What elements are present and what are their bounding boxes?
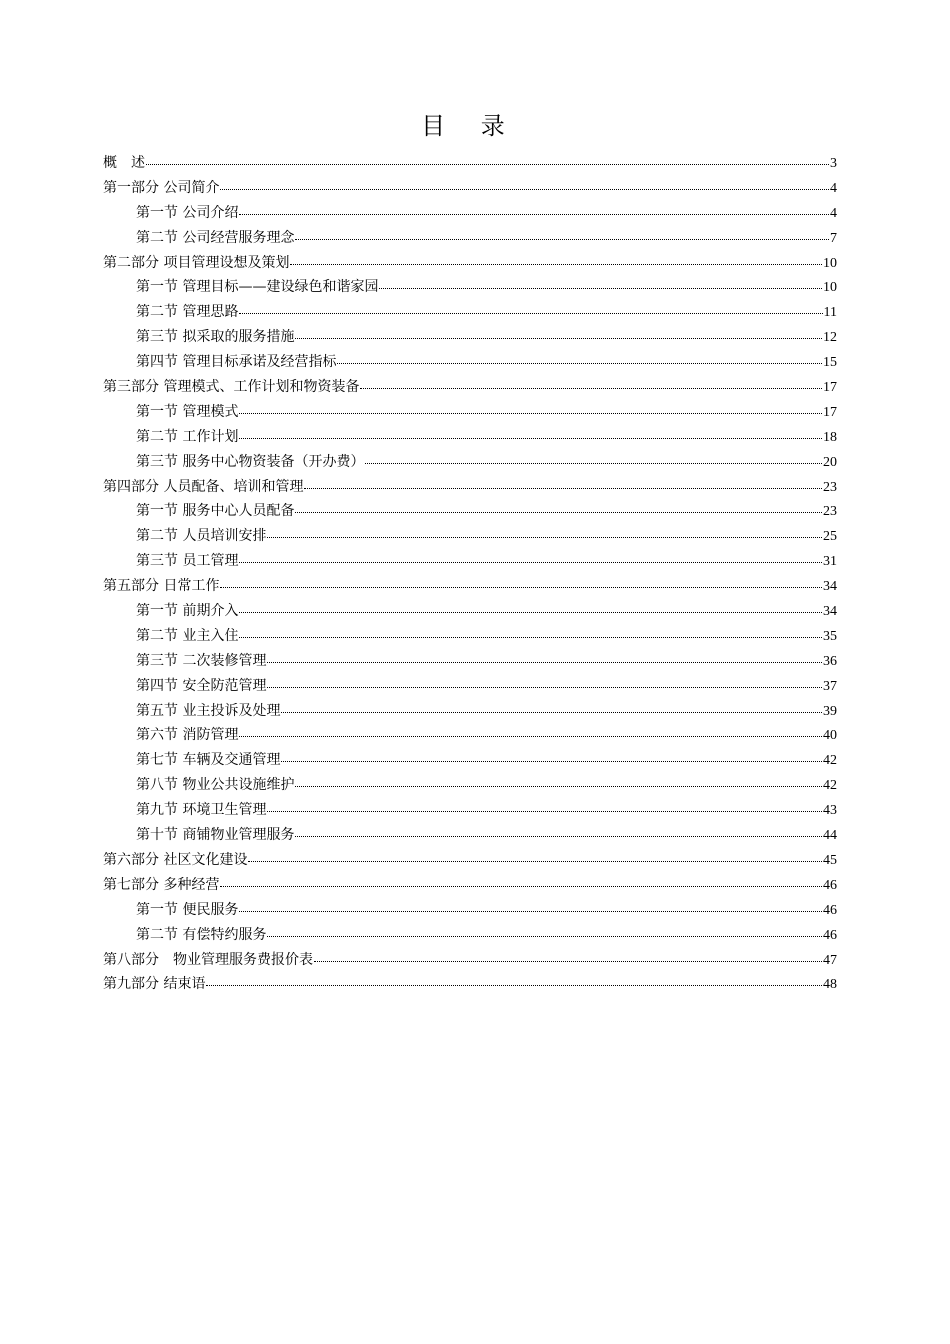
toc-leader-dots [295,835,822,837]
toc-entry[interactable] [103,524,837,549]
toc-entry-label: 第五部分 日常工作 [103,578,220,595]
toc-entry[interactable] [103,923,837,948]
toc-leader-dots [304,487,822,489]
toc-entry-label: 第四部分 人员配备、培训和管理 [103,478,304,495]
toc-entry-label: 第三节 二次装修管理 [136,652,267,669]
toc-leader-dots [248,860,822,862]
toc-entry-label: 第二节 有偿特约服务 [136,926,267,943]
toc-leader-dots [239,611,822,613]
toc-entry[interactable] [103,475,837,500]
toc-entry-label: 第二部分 项目管理设想及策划 [103,254,290,271]
toc-entry-label: 第八部分 物业管理服务费报价表 [103,951,313,968]
toc-entry[interactable] [103,699,837,724]
toc-title: 目 录 [421,112,519,140]
toc-entry-label: 第九部分 结束语 [103,976,206,993]
toc-entry[interactable] [103,176,837,201]
toc-entry[interactable] [103,599,837,624]
toc-entry-page-number: 17 [823,404,837,420]
toc-entry-page-number: 37 [823,678,837,694]
toc-entry-label: 第三节 服务中心物资装备（开办费） [136,453,365,470]
toc-entry[interactable] [103,624,837,649]
toc-entry-label: 第三节 员工管理 [136,553,239,570]
toc-entry[interactable] [103,674,837,699]
toc-entry-label: 第九节 环境卫生管理 [136,802,267,819]
toc-leader-dots [239,636,822,638]
toc-leader-dots [365,462,822,464]
toc-leader-dots [220,885,822,887]
toc-entry[interactable] [103,649,837,674]
toc-entry-page-number: 31 [823,554,837,570]
toc-entry-label: 第一节 服务中心人员配备 [136,503,295,520]
toc-entry-label: 第二节 管理思路 [136,304,239,321]
toc-entry-label: 第三节 拟采取的服务措施 [136,329,295,346]
toc-entry-page-number: 10 [823,280,837,296]
toc-entry-page-number: 46 [823,927,837,943]
toc-leader-dots [146,163,829,165]
table-of-contents [103,151,837,997]
toc-entry-label: 第五节 业主投诉及处理 [136,702,281,719]
toc-entry-page-number: 7 [830,230,837,246]
toc-entry-page-number: 47 [823,952,837,968]
toc-entry[interactable] [103,848,837,873]
toc-leader-dots [295,337,822,339]
toc-entry-page-number: 35 [823,628,837,644]
toc-entry-label: 第四节 管理目标承诺及经营指标 [136,354,337,371]
toc-entry[interactable] [103,972,837,997]
toc-entry-page-number: 40 [823,728,837,744]
toc-leader-dots [206,984,822,986]
toc-entry[interactable] [103,723,837,748]
toc-entry-label: 第一节 管理模式 [136,403,239,420]
toc-entry[interactable] [103,873,837,898]
toc-leader-dots [239,213,829,215]
toc-leader-dots [267,686,822,688]
toc-entry-label: 第二节 工作计划 [136,428,239,445]
toc-entry[interactable] [103,251,837,276]
toc-leader-dots [337,362,822,364]
toc-entry-page-number: 12 [823,330,837,346]
toc-entry-label: 概 述 [103,155,145,171]
toc-entry-label: 第二节 公司经营服务理念 [136,229,295,246]
toc-entry[interactable] [103,450,837,475]
toc-entry[interactable] [103,375,837,400]
toc-leader-dots [314,960,822,962]
toc-leader-dots [360,387,822,389]
toc-entry-page-number: 36 [823,653,837,669]
toc-entry-page-number: 44 [823,828,837,844]
toc-entry[interactable] [103,275,837,300]
toc-entry-page-number: 48 [823,977,837,993]
toc-entry-page-number: 43 [823,803,837,819]
toc-leader-dots [239,910,822,912]
toc-entry-label: 第二节 业主入住 [136,627,239,644]
toc-entry[interactable] [103,574,837,599]
toc-leader-dots [267,536,822,538]
toc-leader-dots [295,238,829,240]
toc-entry-page-number: 46 [823,877,837,893]
toc-entry[interactable] [103,350,837,375]
toc-entry-page-number: 34 [823,579,837,595]
toc-entry[interactable] [103,151,837,176]
toc-entry-label: 第二节 人员培训安排 [136,528,267,545]
toc-entry-label: 第八节 物业公共设施维护 [136,777,295,794]
toc-entry-page-number: 3 [830,156,837,171]
toc-entry[interactable] [103,425,837,450]
toc-entry-page-number: 15 [823,355,837,371]
toc-leader-dots [267,935,822,937]
toc-entry-page-number: 34 [823,604,837,620]
toc-leader-dots [220,188,829,190]
toc-entry-page-number: 4 [830,180,837,196]
toc-entry-label: 第七部分 多种经营 [103,876,220,893]
toc-entry-page-number: 11 [823,305,837,321]
toc-entry-page-number: 45 [823,852,837,868]
toc-leader-dots [239,561,822,563]
toc-leader-dots [281,711,822,713]
toc-entry[interactable] [103,300,837,325]
toc-entry-label: 第六节 消防管理 [136,727,239,744]
toc-leader-dots [239,437,822,439]
toc-entry-page-number: 23 [823,504,837,520]
toc-entry-page-number: 10 [823,255,837,271]
toc-entry-label: 第一节 管理目标——建设绿色和谐家园 [136,279,379,296]
toc-entry[interactable] [103,226,837,251]
toc-entry-page-number: 42 [823,753,837,769]
toc-entry-label: 第四节 安全防范管理 [136,677,267,694]
toc-entry-label: 第七节 车辆及交通管理 [136,752,281,769]
toc-entry[interactable] [103,400,837,425]
toc-entry[interactable] [103,898,837,923]
toc-entry[interactable] [103,201,837,226]
toc-entry-page-number: 25 [823,529,837,545]
toc-entry[interactable] [103,773,837,798]
toc-leader-dots [239,735,822,737]
toc-entry-page-number: 17 [823,380,837,396]
toc-entry[interactable] [103,823,837,848]
toc-leader-dots [220,586,822,588]
toc-leader-dots [281,760,822,762]
toc-entry-page-number: 4 [830,205,837,221]
toc-entry[interactable] [103,325,837,350]
toc-entry[interactable] [103,748,837,773]
toc-leader-dots [239,412,822,414]
toc-entry[interactable] [103,499,837,524]
toc-entry-label: 第一节 公司介绍 [136,204,239,221]
toc-entry[interactable] [103,948,837,973]
toc-entry-page-number: 46 [823,902,837,918]
toc-leader-dots [290,263,822,265]
toc-entry[interactable] [103,549,837,574]
toc-leader-dots [379,287,822,289]
toc-entry-page-number: 39 [823,703,837,719]
toc-leader-dots [295,785,822,787]
toc-entry-label: 第一节 前期介入 [136,603,239,620]
toc-entry-label: 第六部分 社区文化建设 [103,851,248,868]
toc-entry[interactable] [103,798,837,823]
toc-entry-label: 第一部分 公司简介 [103,179,220,196]
toc-leader-dots [239,312,822,314]
toc-entry-label: 第十节 商铺物业管理服务 [136,827,295,844]
toc-leader-dots [267,810,822,812]
toc-entry-page-number: 23 [823,479,837,495]
toc-entry-page-number: 20 [823,454,837,470]
toc-leader-dots [267,661,822,663]
toc-entry-label: 第一节 便民服务 [136,901,239,918]
toc-entry-page-number: 18 [823,429,837,445]
toc-entry-page-number: 42 [823,778,837,794]
toc-leader-dots [295,511,822,513]
toc-entry-label: 第三部分 管理模式、工作计划和物资装备 [103,379,360,396]
